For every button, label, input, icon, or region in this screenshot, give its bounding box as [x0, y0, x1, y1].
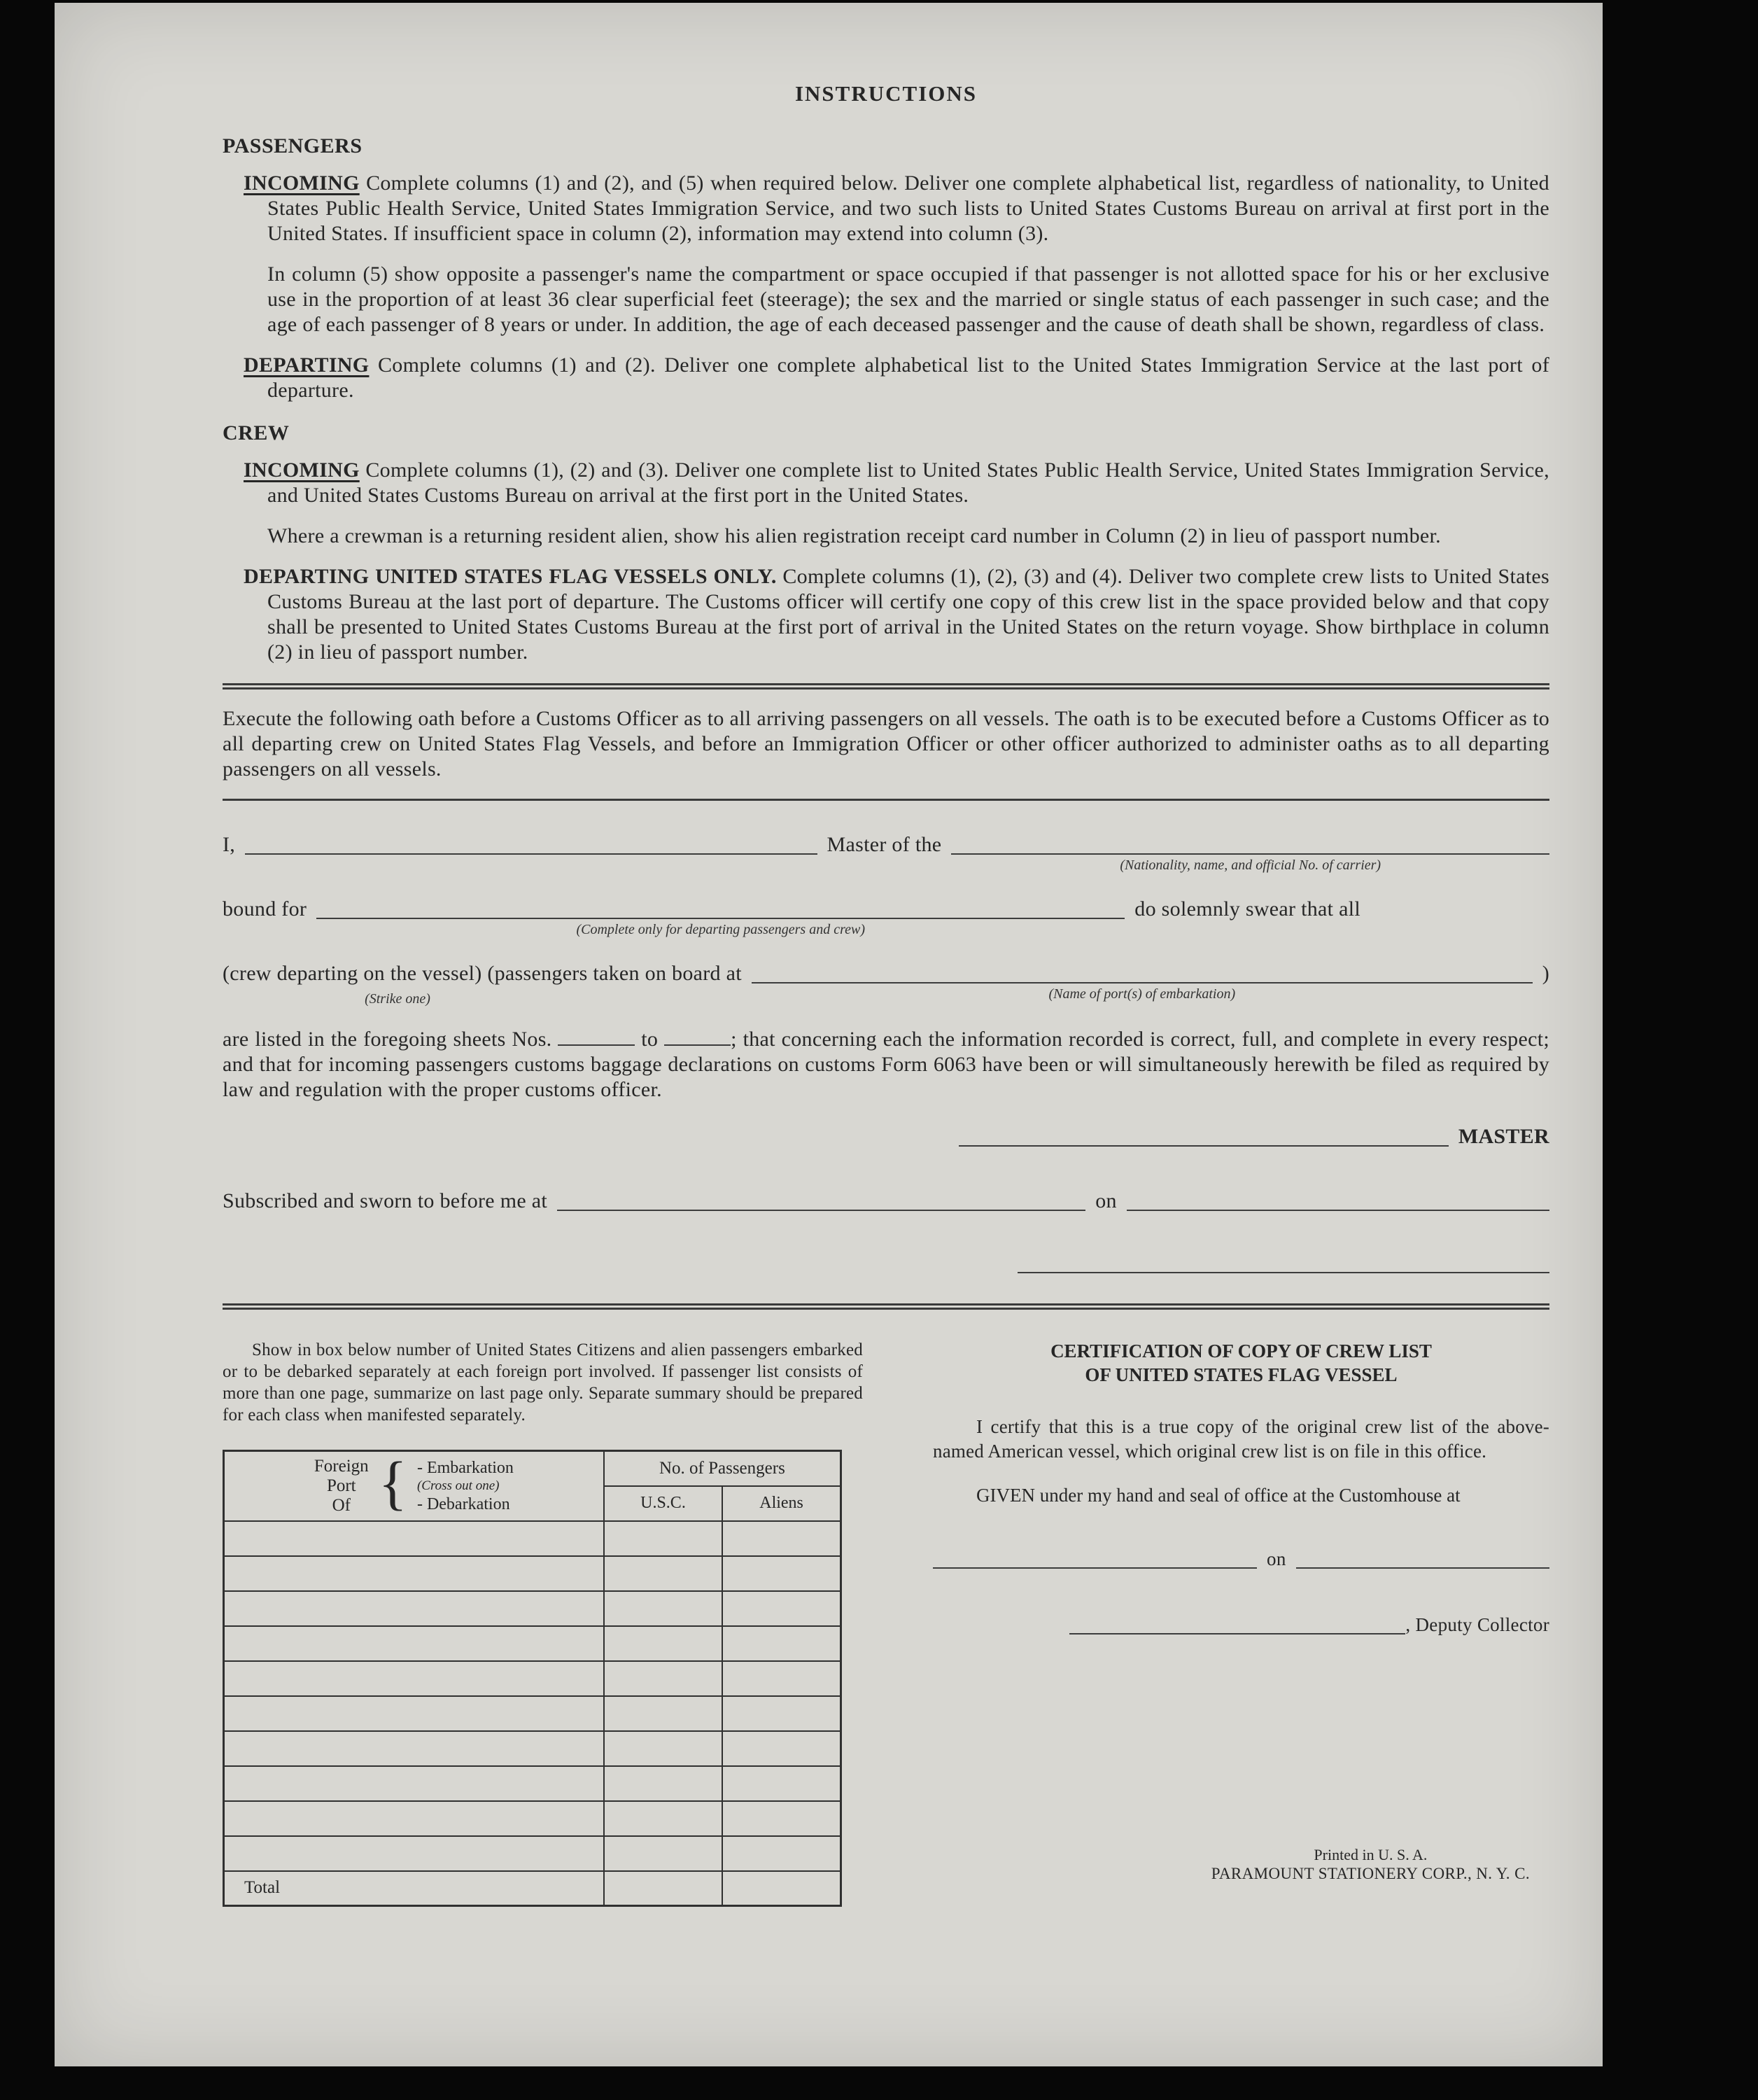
certification-body: I certify that this is a true copy of the original crew list of the above-named American vessel, which original crew list is on file in this office. [933, 1416, 1549, 1462]
crew-incoming-label: INCOMING [244, 458, 360, 482]
total-usc-cell [604, 1871, 722, 1906]
summary-table-empty-cell [604, 1626, 722, 1661]
summary-table-empty-cell [224, 1696, 604, 1731]
summary-table-empty-cell [224, 1766, 604, 1801]
deputy-collector-line [933, 1611, 1549, 1638]
master-signature-label: MASTER [1458, 1125, 1549, 1148]
summary-table-body [224, 1451, 841, 1906]
crew-resident-alien-paragraph: Where a crewman is a returning resident alien, show his alien registration receipt card number in Column (2) in lieu of passport number. [267, 524, 1441, 547]
oath-embarkation-line [223, 960, 1549, 1007]
passenger-summary-table [223, 1450, 842, 1907]
double-rule-divider-2 [223, 1303, 1549, 1310]
sheets-from-blank [558, 1025, 635, 1046]
bound-for-blank [316, 898, 1125, 937]
crew-incoming-text: Complete columns (1), (2) and (3). Deliver one complete list to United States Public Health Service, United States Immigration Service, and United States Customs Bureau on arrival at the first port in the United States. [267, 458, 1549, 507]
master-signature-line [223, 1124, 1549, 1150]
summary-table-empty-row [224, 1556, 841, 1591]
strike-one-hint: (Strike one) [365, 991, 430, 1007]
embarkation-option: - Embarkation [416, 1458, 514, 1477]
carrier-blank [951, 834, 1549, 873]
certification-given: GIVEN under my hand and seal of office at the Customhouse at [976, 1485, 1461, 1506]
master-signature-blank [959, 1126, 1449, 1147]
debarkation-option: - Debarkation [416, 1494, 510, 1513]
sheets-to-blank [664, 1025, 731, 1046]
close-paren: ) [1542, 962, 1549, 985]
sheets-to-label: to [641, 1028, 659, 1051]
summary-table-empty-cell [604, 1661, 722, 1696]
embarkation-port-hint: (Name of port(s) of embarkation) [1048, 986, 1236, 1002]
summary-table-empty-row [224, 1591, 841, 1626]
brace-glyph: { [378, 1449, 407, 1517]
summary-table-empty-cell [604, 1696, 722, 1731]
port-word-3: Of [332, 1495, 351, 1515]
customhouse-place-blank [933, 1550, 1257, 1569]
cross-out-hint: (Cross out one) [416, 1478, 500, 1493]
strike-text: (crew departing on the vessel) (passengers taken on board at [223, 962, 742, 985]
summary-table-total-row [224, 1871, 841, 1906]
i-label: I, [223, 833, 236, 856]
stationery-company: PARAMOUNT STATIONERY CORP., N. Y. C. [1211, 1865, 1530, 1882]
oath-master-line [223, 832, 1549, 873]
page-title: INSTRUCTIONS [794, 81, 977, 106]
oath-intro-paragraph: Execute the following oath before a Customs Officer as to all arriving passengers on all vessels. The oath is to be executed before a Customs Officer as to all departing crew on United States Flag Vessels, and before an Immigration Officer or other officer authorized to administer oaths as to all departing passengers on all vessels. [223, 707, 1549, 780]
certification-title [933, 1339, 1549, 1387]
certification-title-line2: OF UNITED STATES FLAG VESSEL [1085, 1364, 1398, 1385]
summary-table-empty-row [224, 1766, 841, 1801]
aliens-column-header: Aliens [722, 1486, 841, 1521]
summary-table-empty-cell [722, 1836, 841, 1871]
summary-table-empty-cell [722, 1731, 841, 1766]
deputy-collector-label: , Deputy Collector [1405, 1614, 1549, 1635]
passengers-column5-paragraph: In column (5) show opposite a passenger's name the compartment or space occupied if that passenger is not allotted space for his or her exclusive use in the proportion of at least 36 clear superficial feet (steerage); the sex and the married or single status of each passenger in such case; and the age of each passenger of 8 years or under. In addition, the age of each deceased passenger and the cause of death shall be shown, regardless of class. [267, 262, 1549, 336]
certification-place-date-line [933, 1546, 1549, 1572]
summary-table-empty-cell [224, 1521, 604, 1556]
certification-title-line1: CERTIFICATION OF COPY OF CREW LIST [1050, 1340, 1432, 1362]
summary-table-empty-cell [604, 1556, 722, 1591]
port-word-2: Port [326, 1476, 356, 1495]
foreign-port-header [225, 1449, 603, 1517]
certification-on-label: on [1267, 1548, 1286, 1569]
passengers-heading: PASSENGERS [223, 134, 363, 158]
single-rule-divider [223, 799, 1549, 801]
deputy-signature-blank [1069, 1616, 1405, 1634]
summary-table-empty-row [224, 1521, 841, 1556]
summary-table-empty-cell [224, 1661, 604, 1696]
sworn-on-label: on [1095, 1189, 1117, 1212]
incoming-label: INCOMING [244, 172, 360, 195]
summary-table-empty-cell [722, 1661, 841, 1696]
crew-departing-label: DEPARTING UNITED STATES FLAG VESSELS ONLY. [244, 565, 777, 588]
usc-column-header: U.S.C. [604, 1486, 722, 1521]
double-rule-divider [223, 683, 1549, 690]
summary-table-empty-row [224, 1801, 841, 1836]
summary-table-empty-cell [722, 1556, 841, 1591]
certification-date-blank [1296, 1550, 1549, 1569]
strike-one-phrase [223, 960, 742, 1007]
sheets-paragraph [223, 1025, 1549, 1102]
form-content [55, 3, 1603, 1907]
summary-table-empty-row [224, 1836, 841, 1871]
swear-label: do solemnly swear that all [1134, 897, 1360, 920]
sworn-label: Subscribed and sworn to before me at [223, 1189, 548, 1212]
summary-table-empty-cell [722, 1766, 841, 1801]
scanned-form-page [55, 3, 1603, 2066]
incoming-text: Complete columns (1) and (2), and (5) when required below. Deliver one complete alphabetical list, regardless of nationality, to United States Public Health Service, United States Immigration Service, and two such lists to United States Customs Bureau on arrival at first port in the United States. If insufficient space in column (2), information may extend into column (3). [267, 172, 1549, 245]
summary-table-empty-cell [604, 1521, 722, 1556]
summary-table-empty-cell [224, 1801, 604, 1836]
summary-table-empty-row [224, 1626, 841, 1661]
summary-table-empty-cell [224, 1731, 604, 1766]
printer-imprint [1211, 1846, 1530, 1907]
summary-table-empty-cell [224, 1556, 604, 1591]
summary-table-empty-cell [224, 1626, 604, 1661]
summary-column [223, 1339, 863, 1907]
summary-instructions: Show in box below number of United States Citizens and alien passengers embarked or to be debarked separately at each foreign port involved. If passenger list consists of more than one page, summarize on last page only. Separate summary should be prepared for each class when manifested separately. [223, 1340, 863, 1424]
departing-label: DEPARTING [244, 354, 370, 377]
summary-table-empty-cell [224, 1591, 604, 1626]
port-word-1: Foreign [314, 1456, 369, 1476]
bound-for-hint: (Complete only for departing passengers and crew) [576, 922, 865, 937]
summary-table-empty-cell [604, 1766, 722, 1801]
certification-column [933, 1339, 1549, 1907]
carrier-hint: (Nationality, name, and official No. of carrier) [1120, 858, 1381, 873]
sheets-text-tail: ; that concerning each the information recorded is correct, full, and complete in every respect; and that for incoming passengers customs baggage declarations on customs Form 6063 have been or will simultaneously herewith be filed as required by law and regulation with the proper customs officer. [223, 1028, 1549, 1101]
summary-table-empty-row [224, 1661, 841, 1696]
sworn-place-blank [557, 1190, 1085, 1211]
sheets-text-lead: are listed in the foregoing sheets Nos. [223, 1028, 552, 1051]
bottom-section [223, 1339, 1549, 1907]
summary-table-empty-row [224, 1731, 841, 1766]
officer-signature-blank [1018, 1252, 1549, 1273]
bound-for-label: bound for [223, 897, 307, 920]
embarkation-port-blank [752, 962, 1533, 1002]
sworn-date-blank [1127, 1190, 1549, 1211]
summary-table-empty-cell [604, 1731, 722, 1766]
summary-table-empty-cell [604, 1836, 722, 1871]
master-name-blank [245, 834, 817, 855]
summary-table-empty-cell [722, 1801, 841, 1836]
summary-table-empty-cell [722, 1626, 841, 1661]
total-aliens-cell [722, 1871, 841, 1906]
crew-departing-text: Complete columns (1), (2), (3) and (4). Deliver two complete crew lists to United States Customs Bureau at the last port of departure. The Customs officer will certify one copy of this crew list in the space provided below and that copy shall be presented to United States Customs Bureau at the first port of arrival in the United States on the return voyage. Show birthplace in column (2) in lieu of passport number. [267, 565, 1550, 664]
crew-departing-paragraph [244, 564, 1550, 665]
crew-incoming-paragraph [244, 458, 1549, 508]
summary-table-empty-cell [224, 1836, 604, 1871]
no-of-passengers-header: No. of Passengers [604, 1451, 841, 1486]
summary-table-empty-cell [604, 1591, 722, 1626]
printed-in-usa: Printed in U. S. A. [1314, 1846, 1428, 1863]
master-of-the-label: Master of the [827, 833, 942, 856]
summary-table-empty-cell [722, 1591, 841, 1626]
crew-heading: CREW [223, 421, 290, 444]
summary-table-empty-cell [604, 1801, 722, 1836]
summary-table-empty-cell [722, 1696, 841, 1731]
sworn-line [223, 1188, 1549, 1214]
departing-text: Complete columns (1) and (2). Deliver one complete alphabetical list to the United States Immigration Service at the last port of departure. [267, 354, 1549, 402]
summary-table-empty-row [224, 1696, 841, 1731]
summary-table-empty-cell [722, 1521, 841, 1556]
summary-table-header-row [224, 1451, 841, 1486]
passengers-incoming-paragraph [244, 171, 1549, 246]
total-label-cell: Total [224, 1871, 604, 1906]
passengers-departing-paragraph [244, 353, 1549, 403]
oath-bound-for-line [223, 896, 1549, 937]
officer-signature-line [223, 1252, 1549, 1277]
